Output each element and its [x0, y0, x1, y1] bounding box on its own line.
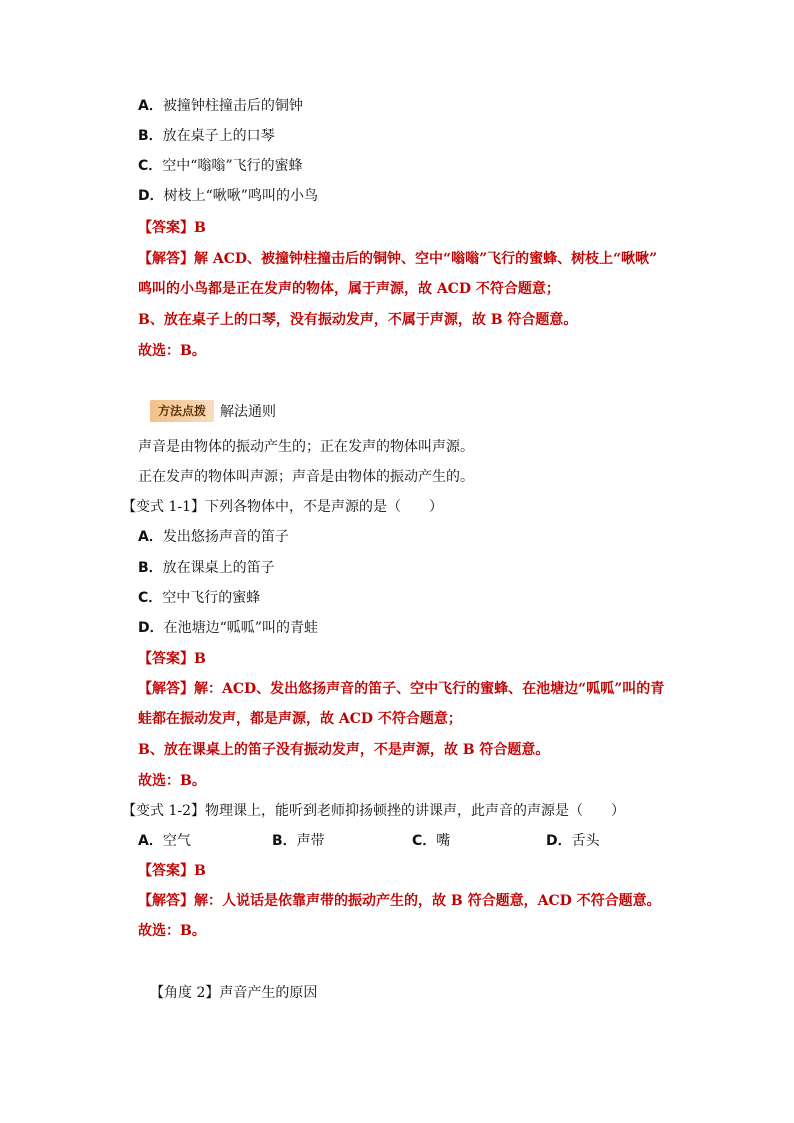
angle-2-heading: 【角度 2】声音产生的原因 [150, 985, 318, 1001]
variant-1-2-option-c: C．嘴 [412, 833, 451, 849]
variant-1-1-option-a: A．发出悠扬声音的笛子 [138, 529, 289, 545]
explain-line-1: 【解答】解 ACD、被撞钟柱撞击后的铜钟、空中“嗡嗡”飞行的蜜蜂、树枝上“啾啾” [138, 251, 658, 267]
explain-line-4: 故选：B。 [138, 343, 206, 359]
explain-line-2: 鸣叫的小鸟都是正在发声的物体，属于声源，故 ACD 不符合题意； [138, 281, 560, 297]
variant-1-2-option-b: B．声带 [272, 833, 325, 849]
variant-1-2-option-a: A．空气 [138, 833, 191, 849]
variant-1-1-stem: 【变式 1-1】下列各物体中，不是声源的是（ ） [122, 499, 443, 515]
variant-1-2-explain-2: 故选：B。 [138, 923, 206, 939]
variant-1-2-option-d: D．舌头 [546, 833, 600, 849]
variant-1-2-stem: 【变式 1-2】物理课上，能听到老师抑扬顿挫的讲课声，此声音的声源是（ ） [122, 803, 625, 819]
method-badge: 方法点拨 [150, 400, 214, 422]
answer-line: 【答案】B [138, 220, 206, 236]
option-b: B．放在桌子上的口琴 [138, 128, 275, 144]
variant-1-1-option-c: C．空中飞行的蜜蜂 [138, 590, 261, 606]
variant-1-1-answer: 【答案】B [138, 651, 206, 667]
variant-1-2-explain-1: 【解答】解：人说话是依靠声带的振动产生的，故 B 符合题意，ACD 不符合题意。 [138, 893, 661, 909]
variant-1-1-explain-3: B、放在课桌上的笛子没有振动发声，不是声源，故 B 符合题意。 [138, 742, 550, 758]
method-line-1: 声音是由物体的振动产生的；正在发声的物体叫声源。 [138, 439, 474, 455]
variant-1-1-explain-4: 故选：B。 [138, 773, 206, 789]
option-a: A．被撞钟柱撞击后的铜钟 [138, 98, 303, 114]
method-line-2: 正在发声的物体叫声源；声音是由物体的振动产生的。 [138, 469, 474, 485]
variant-1-2-options [138, 832, 600, 850]
variant-1-1-option-b: B．放在课桌上的笛子 [138, 560, 275, 576]
method-title: 解法通则 [220, 404, 276, 420]
variant-1-1-option-d: D．在池塘边“呱呱”叫的青蛙 [138, 620, 318, 636]
option-d: D．树枝上“啾啾”鸣叫的小鸟 [138, 188, 318, 204]
variant-1-2-answer: 【答案】B [138, 863, 206, 879]
option-c: C．空中“嗡嗡”飞行的蜜蜂 [138, 158, 303, 174]
explain-line-3: B、放在桌子上的口琴，没有振动发声，不属于声源，故 B 符合题意。 [138, 312, 578, 328]
variant-1-1-explain-1: 【解答】解：ACD、发出悠扬声音的笛子、空中飞行的蜜蜂、在池塘边“呱呱”叫的青 [138, 681, 665, 697]
variant-1-1-explain-2: 蛙都在振动发声，都是声源，故 ACD 不符合题意； [138, 711, 462, 727]
